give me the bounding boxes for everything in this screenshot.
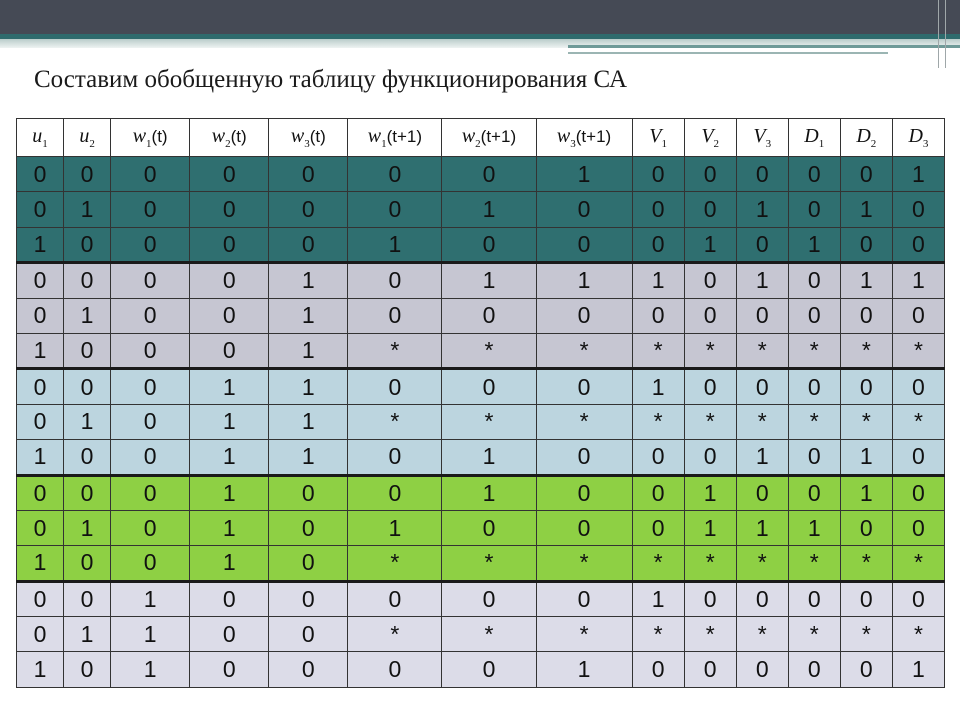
column-header-variable: w: [461, 125, 476, 147]
table-cell: 0: [348, 192, 442, 227]
table-cell: 1: [840, 440, 892, 475]
table-cell: 0: [536, 192, 632, 227]
column-header-index: 2: [870, 138, 877, 150]
table-cell: 1: [269, 369, 348, 404]
column-header-argument: (t+1): [575, 127, 612, 146]
table-cell: 1: [632, 581, 684, 616]
table-cell: 0: [190, 617, 269, 652]
table-cell: 0: [892, 581, 944, 616]
table-cell: 0: [892, 192, 944, 227]
column-header: [788, 119, 840, 157]
table-cell: 1: [190, 369, 269, 404]
table-cell: 0: [348, 157, 442, 192]
table-cell: 1: [632, 369, 684, 404]
table-cell: 0: [892, 440, 944, 475]
table-cell: 1: [788, 227, 840, 262]
table-cell: 0: [840, 369, 892, 404]
table-cell: 1: [17, 227, 64, 262]
table-cell: 0: [64, 369, 111, 404]
table-header-row: [17, 119, 945, 157]
table-cell: 0: [684, 263, 736, 298]
table-cell: *: [442, 333, 536, 368]
table-cell: *: [788, 333, 840, 368]
table-cell: 1: [892, 652, 944, 688]
table-cell: 0: [736, 227, 788, 262]
table-cell: 0: [788, 369, 840, 404]
table-cell: *: [684, 333, 736, 368]
table-cell: 1: [736, 510, 788, 545]
table-cell: 0: [536, 581, 632, 616]
table-cell: 0: [111, 157, 190, 192]
table-cell: *: [348, 617, 442, 652]
table-cell: *: [632, 404, 684, 439]
table-cell: *: [736, 546, 788, 581]
table-cell: 1: [348, 510, 442, 545]
table-cell: 1: [190, 546, 269, 581]
table-cell: 0: [111, 263, 190, 298]
table-cell: 1: [632, 263, 684, 298]
table-cell: 0: [788, 475, 840, 510]
column-header: [632, 119, 684, 157]
table-row: [17, 581, 945, 616]
table-cell: 1: [442, 263, 536, 298]
table-cell: 1: [536, 652, 632, 688]
table-cell: 1: [736, 192, 788, 227]
column-header-variable: V: [701, 125, 714, 147]
table-cell: 1: [536, 263, 632, 298]
column-header-index: 1: [146, 138, 152, 150]
column-header-variable: D: [856, 125, 871, 147]
table-cell: 0: [190, 227, 269, 262]
table-cell: 0: [64, 157, 111, 192]
table-cell: 0: [64, 546, 111, 581]
table-cell: 0: [190, 333, 269, 368]
table-cell: *: [788, 617, 840, 652]
table-cell: *: [442, 404, 536, 439]
table-cell: *: [348, 546, 442, 581]
table-cell: 0: [64, 652, 111, 688]
table-cell: 1: [269, 298, 348, 333]
table-cell: *: [632, 617, 684, 652]
table-cell: 0: [269, 617, 348, 652]
table-cell: 0: [17, 157, 64, 192]
column-header-argument: (t+1): [386, 127, 423, 146]
table-cell: 1: [190, 510, 269, 545]
column-header-variable: w: [132, 125, 147, 147]
table-cell: 0: [736, 369, 788, 404]
corner-decoration: [938, 0, 946, 68]
column-header-index: 1: [381, 138, 387, 150]
table-cell: 0: [840, 581, 892, 616]
table-cell: 0: [269, 546, 348, 581]
table-cell: 0: [736, 475, 788, 510]
table-cell: 0: [632, 510, 684, 545]
table-cell: 0: [269, 581, 348, 616]
top-bar: [0, 0, 960, 34]
table-cell: 0: [684, 298, 736, 333]
table-cell: 1: [64, 404, 111, 439]
table-cell: 1: [190, 475, 269, 510]
table-cell: 1: [64, 192, 111, 227]
column-header-index: 2: [89, 138, 95, 150]
table-cell: 0: [111, 192, 190, 227]
table-cell: 0: [442, 652, 536, 688]
table-cell: 0: [840, 510, 892, 545]
table-cell: 0: [269, 475, 348, 510]
column-header: [348, 119, 442, 157]
column-header: [736, 119, 788, 157]
table-cell: 1: [269, 440, 348, 475]
table-cell: 0: [684, 652, 736, 688]
column-header: [64, 119, 111, 157]
table-cell: 0: [840, 652, 892, 688]
table-cell: 0: [442, 369, 536, 404]
column-header: [17, 119, 64, 157]
table-cell: 0: [536, 298, 632, 333]
column-header-variable: w: [367, 125, 382, 147]
table-cell: *: [536, 617, 632, 652]
function-table: [16, 118, 945, 688]
column-header: [892, 119, 944, 157]
column-header-variable: V: [753, 125, 766, 147]
table-cell: 0: [536, 475, 632, 510]
table-cell: 1: [840, 263, 892, 298]
table-cell: 0: [269, 157, 348, 192]
table-cell: 0: [64, 475, 111, 510]
accent-line: [568, 52, 888, 54]
table-cell: 0: [348, 652, 442, 688]
table-cell: 1: [442, 440, 536, 475]
table-cell: 0: [17, 192, 64, 227]
table-row: [17, 510, 945, 545]
table-cell: 0: [111, 510, 190, 545]
table-cell: 1: [190, 404, 269, 439]
table-cell: 0: [536, 440, 632, 475]
table-cell: *: [684, 546, 736, 581]
table-cell: 0: [736, 157, 788, 192]
table-cell: 0: [111, 546, 190, 581]
table-cell: 1: [269, 263, 348, 298]
table-cell: 0: [17, 475, 64, 510]
table-cell: 0: [348, 369, 442, 404]
column-header-variable: w: [556, 125, 571, 147]
table-cell: 0: [442, 227, 536, 262]
table-cell: *: [736, 617, 788, 652]
table-cell: 1: [348, 227, 442, 262]
column-header-argument: (t): [309, 127, 326, 146]
column-header-index: 1: [661, 138, 667, 150]
table-cell: 0: [111, 369, 190, 404]
table-cell: 0: [892, 227, 944, 262]
table-cell: 0: [442, 157, 536, 192]
column-header-index: 2: [713, 138, 720, 150]
table-cell: *: [840, 546, 892, 581]
table-cell: 0: [442, 510, 536, 545]
table-cell: *: [348, 333, 442, 368]
table-cell: 0: [632, 298, 684, 333]
column-header: [536, 119, 632, 157]
column-header-variable: V: [649, 125, 662, 147]
table-cell: 1: [190, 440, 269, 475]
table-cell: 0: [632, 157, 684, 192]
table-cell: 0: [892, 369, 944, 404]
column-header-variable: D: [804, 125, 819, 147]
table-row: [17, 475, 945, 510]
table-cell: *: [684, 617, 736, 652]
table-cell: 1: [17, 652, 64, 688]
column-header-index: 3: [304, 138, 310, 150]
column-header: [111, 119, 190, 157]
table-cell: 0: [684, 157, 736, 192]
table-cell: 0: [788, 263, 840, 298]
table-cell: 0: [111, 404, 190, 439]
table-cell: 0: [684, 192, 736, 227]
column-header-argument: (t): [151, 127, 168, 146]
table-cell: 0: [111, 475, 190, 510]
table-cell: 0: [17, 263, 64, 298]
column-header: [840, 119, 892, 157]
table-cell: 0: [632, 440, 684, 475]
table-cell: 0: [17, 510, 64, 545]
table-cell: *: [536, 546, 632, 581]
table-cell: *: [442, 546, 536, 581]
table-row: [17, 546, 945, 581]
table-cell: 0: [64, 440, 111, 475]
column-header-index: 3: [765, 138, 772, 150]
table-cell: 0: [190, 192, 269, 227]
table-cell: 0: [111, 227, 190, 262]
table-cell: 0: [536, 369, 632, 404]
table-cell: 0: [111, 333, 190, 368]
table-cell: 0: [348, 581, 442, 616]
table-cell: 1: [442, 192, 536, 227]
table-cell: 1: [684, 510, 736, 545]
column-header-variable: u: [32, 125, 43, 147]
table-cell: 1: [17, 440, 64, 475]
slide-title: Составим обобщенную таблицу функционирования СА: [34, 66, 628, 93]
column-header-argument: (t+1): [480, 127, 517, 146]
table-cell: *: [442, 617, 536, 652]
table-cell: 1: [111, 617, 190, 652]
table-row: [17, 298, 945, 333]
table-cell: 0: [788, 652, 840, 688]
table-cell: 0: [269, 652, 348, 688]
table-cell: 0: [64, 263, 111, 298]
table-cell: *: [348, 404, 442, 439]
table-cell: 0: [442, 581, 536, 616]
table-cell: 0: [17, 298, 64, 333]
table-cell: 1: [892, 263, 944, 298]
table-cell: 0: [536, 227, 632, 262]
table-cell: *: [892, 617, 944, 652]
table-cell: *: [840, 333, 892, 368]
table-cell: 0: [348, 475, 442, 510]
table-cell: 1: [111, 652, 190, 688]
table-cell: *: [632, 333, 684, 368]
table-cell: 1: [442, 475, 536, 510]
table-body: [17, 157, 945, 688]
table-cell: 0: [348, 440, 442, 475]
table-cell: 1: [892, 157, 944, 192]
table-cell: 0: [269, 227, 348, 262]
table-cell: 0: [736, 581, 788, 616]
table-cell: 0: [788, 440, 840, 475]
table-cell: 0: [840, 157, 892, 192]
table-row: [17, 192, 945, 227]
table-cell: *: [736, 404, 788, 439]
table-cell: 1: [64, 298, 111, 333]
column-header-variable: w: [290, 125, 305, 147]
table-cell: 0: [64, 581, 111, 616]
table-row: [17, 333, 945, 368]
table-row: [17, 263, 945, 298]
column-header-index: 3: [570, 138, 576, 150]
table-cell: 0: [892, 510, 944, 545]
table-cell: 0: [17, 581, 64, 616]
table-cell: 0: [684, 369, 736, 404]
column-header-index: 1: [42, 138, 48, 150]
table-cell: 1: [684, 475, 736, 510]
column-header-variable: w: [211, 125, 226, 147]
column-header-index: 1: [818, 138, 825, 150]
table-cell: 0: [17, 617, 64, 652]
column-header-variable: D: [908, 125, 923, 147]
table-cell: *: [892, 404, 944, 439]
table-cell: 0: [111, 298, 190, 333]
table-row: [17, 404, 945, 439]
table-cell: 1: [17, 546, 64, 581]
column-header-variable: u: [79, 125, 90, 147]
table-row: [17, 227, 945, 262]
table-cell: 1: [17, 333, 64, 368]
table-cell: 0: [788, 581, 840, 616]
table-row: [17, 369, 945, 404]
table-cell: 0: [64, 227, 111, 262]
table-cell: 0: [632, 475, 684, 510]
table-cell: 0: [111, 440, 190, 475]
table-cell: 0: [190, 652, 269, 688]
table-cell: 1: [684, 227, 736, 262]
table-cell: 0: [536, 510, 632, 545]
table-cell: 1: [64, 617, 111, 652]
column-header: [684, 119, 736, 157]
column-header-argument: (t): [230, 127, 247, 146]
table-cell: 1: [536, 157, 632, 192]
table-cell: 0: [632, 192, 684, 227]
table-cell: 0: [17, 404, 64, 439]
table-cell: 0: [17, 369, 64, 404]
table-cell: 1: [736, 440, 788, 475]
table-cell: 0: [736, 298, 788, 333]
table-cell: 1: [788, 510, 840, 545]
table-cell: *: [788, 546, 840, 581]
table-cell: 0: [788, 157, 840, 192]
table-cell: *: [840, 404, 892, 439]
table-cell: 0: [840, 227, 892, 262]
table-cell: 0: [442, 298, 536, 333]
table-cell: 0: [684, 581, 736, 616]
table-cell: 1: [64, 510, 111, 545]
table-cell: 0: [348, 298, 442, 333]
table-cell: *: [632, 546, 684, 581]
table-cell: 0: [840, 298, 892, 333]
table-cell: *: [892, 333, 944, 368]
table-cell: *: [892, 546, 944, 581]
table-cell: 0: [348, 263, 442, 298]
table-cell: 0: [190, 298, 269, 333]
table-cell: 0: [892, 475, 944, 510]
table-cell: *: [840, 617, 892, 652]
table-cell: 0: [190, 581, 269, 616]
table-cell: 1: [111, 581, 190, 616]
accent-line: [568, 45, 960, 48]
table-cell: 0: [64, 333, 111, 368]
table-cell: 0: [269, 192, 348, 227]
table-row: [17, 440, 945, 475]
table-cell: 1: [840, 192, 892, 227]
table-cell: 0: [788, 298, 840, 333]
table-cell: 0: [684, 440, 736, 475]
column-header-index: 3: [922, 138, 929, 150]
table-cell: 0: [190, 157, 269, 192]
column-header-index: 2: [475, 138, 481, 150]
table-cell: 1: [269, 333, 348, 368]
column-header: [442, 119, 536, 157]
table-cell: 0: [892, 298, 944, 333]
table-cell: 0: [190, 263, 269, 298]
table-cell: *: [536, 333, 632, 368]
column-header: [269, 119, 348, 157]
table-cell: *: [684, 404, 736, 439]
table-cell: *: [788, 404, 840, 439]
column-header-index: 2: [225, 138, 231, 150]
table-cell: 0: [632, 652, 684, 688]
table-cell: 1: [840, 475, 892, 510]
table-row: [17, 652, 945, 688]
table-row: [17, 157, 945, 192]
table-cell: 0: [632, 227, 684, 262]
table-cell: *: [536, 404, 632, 439]
table-cell: *: [736, 333, 788, 368]
table-cell: 0: [269, 510, 348, 545]
table-row: [17, 617, 945, 652]
column-header: [190, 119, 269, 157]
table-cell: 1: [269, 404, 348, 439]
table-cell: 1: [736, 263, 788, 298]
table-cell: 0: [788, 192, 840, 227]
table-cell: 0: [736, 652, 788, 688]
